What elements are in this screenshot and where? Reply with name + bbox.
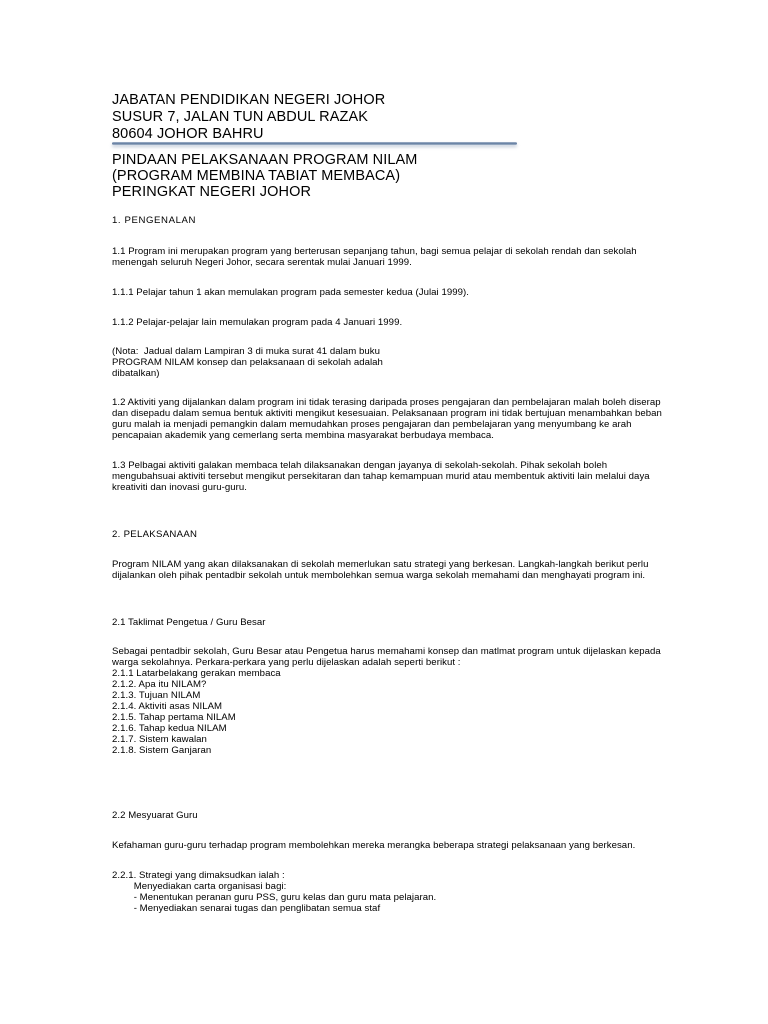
section-1-heading: 1. PENGENALAN — [112, 215, 197, 226]
list-item: 2.1.4. Aktiviti asas NILAM — [112, 701, 223, 712]
para-1-3-line-3: kreativiti dan inovasi guru-guru. — [112, 482, 247, 493]
list-item: 2.1.3. Tujuan NILAM — [112, 690, 201, 701]
para-1-3-line-1: 1.3 Pelbagai aktiviti galakan membaca telah dilaksanakan dengan jayanya di sekolah-sekolah. Pihak sekolah boleh — [112, 460, 608, 471]
strategy-line-1: 2.2.1. Strategi yang dimaksudkan ialah : — [112, 870, 285, 881]
subsection-2-1-heading: 2.1 Taklimat Pengetua / Guru Besar — [112, 617, 266, 628]
para-1-1-2: 1.1.2 Pelajar-pelajar lain memulakan program pada 4 Januari 1999. — [112, 317, 403, 328]
divider-rule — [112, 142, 517, 145]
strategy-line-3: - Menentukan peranan guru PSS, guru kelas dan guru mata pelajaran. — [112, 892, 437, 903]
strategy-line-2: Menyediakan carta organisasi bagi: — [112, 881, 287, 892]
title-line-2: (PROGRAM MEMBINA TABIAT MEMBACA) — [112, 168, 401, 184]
list-item: 2.1.5. Tahap pertama NILAM — [112, 712, 236, 723]
subsection-2-2-body: Kefahaman guru-guru terhadap program membolehkan mereka merangka beberapa strategi pelaksanaan yang berkesan. — [112, 840, 636, 851]
list-item: 2.1.1 Latarbelakang gerakan membaca — [112, 668, 281, 679]
para-1-2-line-4: pencapaian akademik yang cemerlang serta membina masyarakat berbudaya membaca. — [112, 430, 494, 441]
title-line-3: PERINGKAT NEGERI JOHOR — [112, 184, 312, 200]
note-line-2: PROGRAM NILAM konsep dan pelaksanaan di sekolah adalah — [112, 357, 383, 368]
address-line-3: 80604 JOHOR BAHRU — [112, 126, 264, 142]
section-2-intro-line-2: dijalankan oleh pihak pentadbir sekolah untuk membolehkan semua warga sekolah memahami dan menghayati program ini. — [112, 570, 646, 581]
strategy-line-4: - Menyediakan senarai tugas dan penglibatan semua staf — [112, 903, 381, 914]
list-item: 2.1.7. Sistem kawalan — [112, 734, 207, 745]
address-line-2: SUSUR 7, JALAN TUN ABDUL RAZAK — [112, 109, 369, 125]
section-2-intro-line-1: Program NILAM yang akan dilaksanakan di sekolah memerlukan satu strategi yang berkesan. Langkah-langkah berikut perlu — [112, 559, 649, 570]
list-item: 2.1.8. Sistem Ganjaran — [112, 745, 212, 756]
title-line-1: PINDAAN PELAKSANAAN PROGRAM NILAM — [112, 152, 418, 168]
list-item: 2.1.2. Apa itu NILAM? — [112, 679, 207, 690]
para-1-1-line-1: 1.1 Program ini merupakan program yang berterusan sepanjang tahun, bagi semua pelajar di sekolah rendah dan sekolah — [112, 246, 637, 257]
subsection-2-1-body-line-2: warga sekolahnya. Perkara-perkara yang perlu dijelaskan adalah seperti berikut : — [112, 657, 461, 668]
para-1-2-line-3: guru malah ia menjadi pemangkin dalam memudahkan proses pengajaran dan pembelajaran yang menyumbang ke arah — [112, 419, 632, 430]
para-1-1-line-2: menengah seluruh Negeri Johor, secara serentak mulai Januari 1999. — [112, 257, 412, 268]
para-1-2-line-1: 1.2 Aktiviti yang dijalankan dalam program ini tidak terasing daripada proses pengajaran dan pembelajaran malah boleh diserap — [112, 397, 661, 408]
section-2-heading: 2. PELAKSANAAN — [112, 529, 198, 540]
para-1-1-1: 1.1.1 Pelajar tahun 1 akan memulakan program pada semester kedua (Julai 1999). — [112, 287, 469, 298]
subsection-2-1-body-line-1: Sebagai pentadbir sekolah, Guru Besar atau Pengetua harus memahami konsep dan matlmat program untuk dijelaskan kepada — [112, 646, 661, 657]
note-line-1: (Nota: Jadual dalam Lampiran 3 di muka surat 41 dalam buku — [112, 346, 380, 357]
list-item: 2.1.6. Tahap kedua NILAM — [112, 723, 227, 734]
address-line-1: JABATAN PENDIDIKAN NEGERI JOHOR — [112, 92, 386, 108]
subsection-2-2-heading: 2.2 Mesyuarat Guru — [112, 810, 198, 821]
para-1-2-line-2: dan disepadu dalam semua bentuk aktiviti mengikut kesesuaian. Pelaksanaan program ini tidak bertujuan menambahkan beban — [112, 408, 662, 419]
para-1-3-line-2: mengubahsuai aktiviti tersebut mengikut persekitaran dan tahap kemampuan murid atau membentuk aktiviti lain melalui daya — [112, 471, 650, 482]
note-line-3: dibatalkan) — [112, 368, 160, 379]
